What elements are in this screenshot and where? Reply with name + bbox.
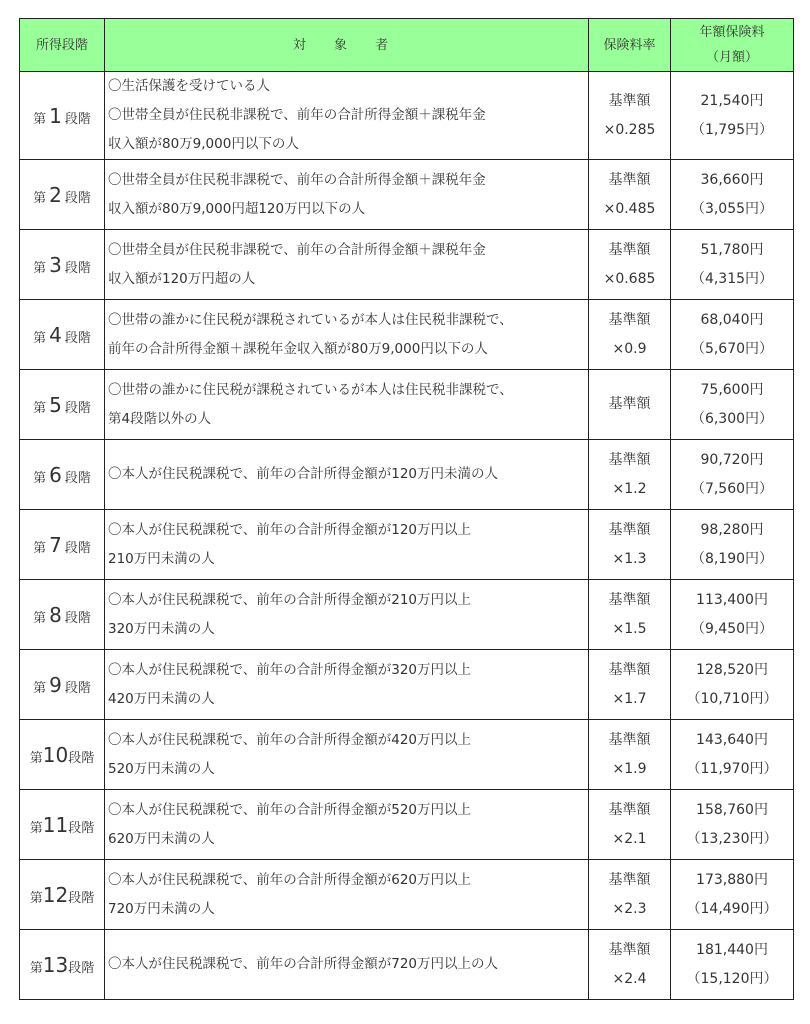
target-cell xyxy=(105,230,589,300)
monthly-fee: （7,560円） xyxy=(690,480,774,497)
table-row xyxy=(20,650,794,720)
target-line: 〇本人が住民税課税で、前年の合計所得金額が520万円以上 xyxy=(108,801,471,818)
target-cell xyxy=(105,300,589,370)
fee-cell xyxy=(671,370,794,440)
stage-cell xyxy=(20,370,105,440)
monthly-fee: （15,120円） xyxy=(686,970,778,987)
rate-line: ×0.685 xyxy=(603,270,656,287)
rate-cell xyxy=(589,860,671,930)
header-rate: 保険料率 xyxy=(589,19,671,72)
stage-suffix: 段階 xyxy=(64,330,91,346)
table-row xyxy=(20,230,794,300)
stage-cell xyxy=(20,440,105,510)
stage-suffix: 段階 xyxy=(68,960,95,976)
header-target-label: 対 象 者 xyxy=(292,37,401,53)
stage-prefix: 第 xyxy=(33,190,47,206)
rate-line: 基準額 xyxy=(608,801,651,818)
target-cell xyxy=(105,930,589,1000)
annual-fee: 36,660円 xyxy=(700,171,764,188)
target-cell xyxy=(105,720,589,790)
fee-cell xyxy=(671,230,794,300)
stage-cell xyxy=(20,790,105,860)
target-line: 520万円未満の人 xyxy=(108,760,215,777)
stage-number: 10 xyxy=(42,742,69,767)
stage-number: 6 xyxy=(49,462,62,487)
stage-cell xyxy=(20,230,105,300)
target-line: 〇世帯全員が住民税非課税で、前年の合計所得金額＋課税年金 xyxy=(108,171,486,188)
rate-line: 基準額 xyxy=(608,396,651,412)
stage-cell xyxy=(20,72,105,160)
stage-number: 4 xyxy=(49,322,62,347)
target-cell xyxy=(105,650,589,720)
stage-prefix: 第 xyxy=(33,680,47,696)
header-target xyxy=(105,19,589,72)
target-line: 720万円未満の人 xyxy=(108,900,215,917)
table-row xyxy=(20,72,794,160)
target-line: 〇世帯の誰かに住民税が課税されているが本人は住民税非課税で、 xyxy=(108,381,513,398)
stage-suffix: 段階 xyxy=(68,890,95,906)
rate-cell xyxy=(589,370,671,440)
target-line: 〇本人が住民税課税で、前年の合計所得金額が120万円未満の人 xyxy=(108,466,498,482)
stage-number: 5 xyxy=(49,392,62,417)
rate-line: ×1.5 xyxy=(612,620,647,637)
rate-line: 基準額 xyxy=(608,171,651,188)
rate-line: ×2.4 xyxy=(612,970,647,987)
stage-number: 8 xyxy=(49,602,62,627)
target-cell xyxy=(105,160,589,230)
rate-line: ×1.9 xyxy=(612,760,647,777)
rate-line: 基準額 xyxy=(608,311,651,328)
target-line: 〇本人が住民税課税で、前年の合計所得金額が420万円以上 xyxy=(108,731,471,748)
table-row xyxy=(20,510,794,580)
target-line: 〇世帯全員が住民税非課税で、前年の合計所得金額＋課税年金 xyxy=(108,107,486,123)
rate-cell xyxy=(589,930,671,1000)
table-row xyxy=(20,930,794,1000)
fee-cell xyxy=(671,160,794,230)
table-row xyxy=(20,720,794,790)
rate-line: 基準額 xyxy=(608,871,651,888)
rate-line: 基準額 xyxy=(608,241,651,258)
target-line: 〇世帯の誰かに住民税が課税されているが本人は住民税非課税で、 xyxy=(108,311,513,328)
target-cell xyxy=(105,72,589,160)
monthly-fee: （10,710円） xyxy=(686,690,778,707)
monthly-fee: （5,670円） xyxy=(690,340,774,357)
stage-suffix: 段階 xyxy=(64,540,91,556)
stage-prefix: 第 xyxy=(29,890,43,906)
insurance-premium-table xyxy=(19,18,794,1000)
rate-cell xyxy=(589,650,671,720)
stage-cell xyxy=(20,930,105,1000)
stage-cell xyxy=(20,580,105,650)
annual-fee: 173,880円 xyxy=(696,871,768,888)
stage-suffix: 段階 xyxy=(64,400,91,416)
rate-cell xyxy=(589,72,671,160)
rate-line: 基準額 xyxy=(608,451,651,468)
stage-prefix: 第 xyxy=(33,111,47,127)
rate-line: ×0.285 xyxy=(603,121,656,138)
stage-cell xyxy=(20,300,105,370)
fee-cell xyxy=(671,930,794,1000)
target-cell xyxy=(105,370,589,440)
rate-line: ×1.7 xyxy=(612,690,647,707)
stage-number: 2 xyxy=(49,182,62,207)
rate-line: 基準額 xyxy=(608,521,651,538)
stage-suffix: 段階 xyxy=(64,680,91,696)
header-row xyxy=(20,19,794,72)
stage-suffix: 段階 xyxy=(68,750,95,766)
monthly-fee: （14,490円） xyxy=(686,900,778,917)
stage-cell xyxy=(20,720,105,790)
stage-number: 13 xyxy=(42,952,69,977)
monthly-fee: （11,970円） xyxy=(686,760,778,777)
header-fee-annual: 年額保険料 xyxy=(699,25,765,40)
rate-line: ×0.485 xyxy=(603,200,656,217)
fee-cell xyxy=(671,790,794,860)
rate-cell xyxy=(589,160,671,230)
rate-cell xyxy=(589,300,671,370)
fee-cell xyxy=(671,650,794,720)
annual-fee: 68,040円 xyxy=(700,311,764,328)
target-line: 〇本人が住民税課税で、前年の合計所得金額が210万円以上 xyxy=(108,591,471,608)
stage-cell xyxy=(20,860,105,930)
monthly-fee: （1,795円） xyxy=(690,121,774,138)
annual-fee: 181,440円 xyxy=(696,941,768,958)
annual-fee: 143,640円 xyxy=(696,731,768,748)
annual-fee: 128,520円 xyxy=(696,661,768,678)
target-line: 620万円未満の人 xyxy=(108,830,215,847)
annual-fee: 113,400円 xyxy=(696,591,768,608)
target-cell xyxy=(105,860,589,930)
rate-cell xyxy=(589,230,671,300)
target-cell xyxy=(105,510,589,580)
target-line: 〇生活保護を受けている人 xyxy=(108,78,270,94)
stage-number: 3 xyxy=(49,252,62,277)
target-line: 〇本人が住民税課税で、前年の合計所得金額が620万円以上 xyxy=(108,871,471,888)
stage-suffix: 段階 xyxy=(64,470,91,486)
stage-suffix: 段階 xyxy=(64,610,91,626)
rate-cell xyxy=(589,510,671,580)
rate-cell xyxy=(589,790,671,860)
stage-prefix: 第 xyxy=(29,960,43,976)
stage-prefix: 第 xyxy=(33,400,47,416)
rate-line: 基準額 xyxy=(608,92,651,109)
rate-line: ×1.3 xyxy=(612,550,647,567)
rate-line: ×2.3 xyxy=(612,900,647,917)
rate-line: 基準額 xyxy=(608,731,651,748)
stage-prefix: 第 xyxy=(33,470,47,486)
target-line: 前年の合計所得金額＋課税年金収入額が80万9,000円以下の人 xyxy=(108,340,488,357)
target-line: 〇本人が住民税課税で、前年の合計所得金額が320万円以上 xyxy=(108,661,471,678)
stage-number: 1 xyxy=(49,103,62,128)
stage-cell xyxy=(20,650,105,720)
rate-line: ×2.1 xyxy=(612,830,647,847)
header-stage: 所得段階 xyxy=(20,19,105,72)
annual-fee: 75,600円 xyxy=(700,381,764,398)
monthly-fee: （9,450円） xyxy=(690,620,774,637)
stage-prefix: 第 xyxy=(33,260,47,276)
header-fee xyxy=(671,19,794,72)
stage-suffix: 段階 xyxy=(64,190,91,206)
fee-cell xyxy=(671,510,794,580)
stage-prefix: 第 xyxy=(29,820,43,836)
stage-prefix: 第 xyxy=(33,540,47,556)
annual-fee: 51,780円 xyxy=(700,241,764,258)
rate-cell xyxy=(589,440,671,510)
stage-prefix: 第 xyxy=(29,750,43,766)
stage-suffix: 段階 xyxy=(64,111,91,127)
rate-cell xyxy=(589,720,671,790)
fee-cell xyxy=(671,440,794,510)
rate-line: 基準額 xyxy=(608,591,651,608)
table-row xyxy=(20,160,794,230)
monthly-fee: （6,300円） xyxy=(690,410,774,427)
fee-cell xyxy=(671,720,794,790)
stage-prefix: 第 xyxy=(33,610,47,626)
target-line: 〇本人が住民税課税で、前年の合計所得金額が720万円以上の人 xyxy=(108,956,498,972)
rate-line: 基準額 xyxy=(608,941,651,958)
target-line: 収入額が120万円超の人 xyxy=(108,270,256,287)
table-row xyxy=(20,580,794,650)
monthly-fee: （13,230円） xyxy=(686,830,778,847)
fee-cell xyxy=(671,300,794,370)
rate-line: ×1.2 xyxy=(612,480,647,497)
monthly-fee: （3,055円） xyxy=(690,200,774,217)
annual-fee: 90,720円 xyxy=(700,451,764,468)
target-line: 420万円未満の人 xyxy=(108,690,215,707)
fee-cell xyxy=(671,580,794,650)
target-cell xyxy=(105,790,589,860)
stage-cell xyxy=(20,160,105,230)
stage-cell xyxy=(20,510,105,580)
table-row xyxy=(20,370,794,440)
stage-number: 7 xyxy=(49,532,62,557)
stage-suffix: 段階 xyxy=(64,260,91,276)
fee-cell xyxy=(671,860,794,930)
table-body xyxy=(20,72,794,1000)
annual-fee: 21,540円 xyxy=(700,92,764,109)
target-line: 〇世帯全員が住民税非課税で、前年の合計所得金額＋課税年金 xyxy=(108,241,486,258)
target-line: 〇本人が住民税課税で、前年の合計所得金額が120万円以上 xyxy=(108,521,471,538)
target-line: 収入額が80万9,000円以下の人 xyxy=(108,136,299,152)
monthly-fee: （4,315円） xyxy=(690,270,774,287)
target-line: 収入額が80万9,000円超120万円以下の人 xyxy=(108,200,366,217)
header-fee-monthly: （月額） xyxy=(705,50,758,65)
table-row xyxy=(20,440,794,510)
target-cell xyxy=(105,440,589,510)
stage-number: 12 xyxy=(42,882,69,907)
fee-cell xyxy=(671,72,794,160)
rate-line: 基準額 xyxy=(608,661,651,678)
target-cell xyxy=(105,580,589,650)
target-line: 第4段階以外の人 xyxy=(108,410,212,427)
stage-suffix: 段階 xyxy=(68,820,95,836)
target-line: 320万円未満の人 xyxy=(108,620,215,637)
stage-number: 11 xyxy=(42,812,69,837)
rate-line: ×0.9 xyxy=(612,340,647,357)
monthly-fee: （8,190円） xyxy=(690,550,774,567)
stage-number: 9 xyxy=(49,672,62,697)
target-line: 210万円未満の人 xyxy=(108,550,215,567)
annual-fee: 158,760円 xyxy=(696,801,768,818)
table-row xyxy=(20,790,794,860)
rate-cell xyxy=(589,580,671,650)
table-row xyxy=(20,300,794,370)
table-row xyxy=(20,860,794,930)
stage-prefix: 第 xyxy=(33,330,47,346)
annual-fee: 98,280円 xyxy=(700,521,764,538)
